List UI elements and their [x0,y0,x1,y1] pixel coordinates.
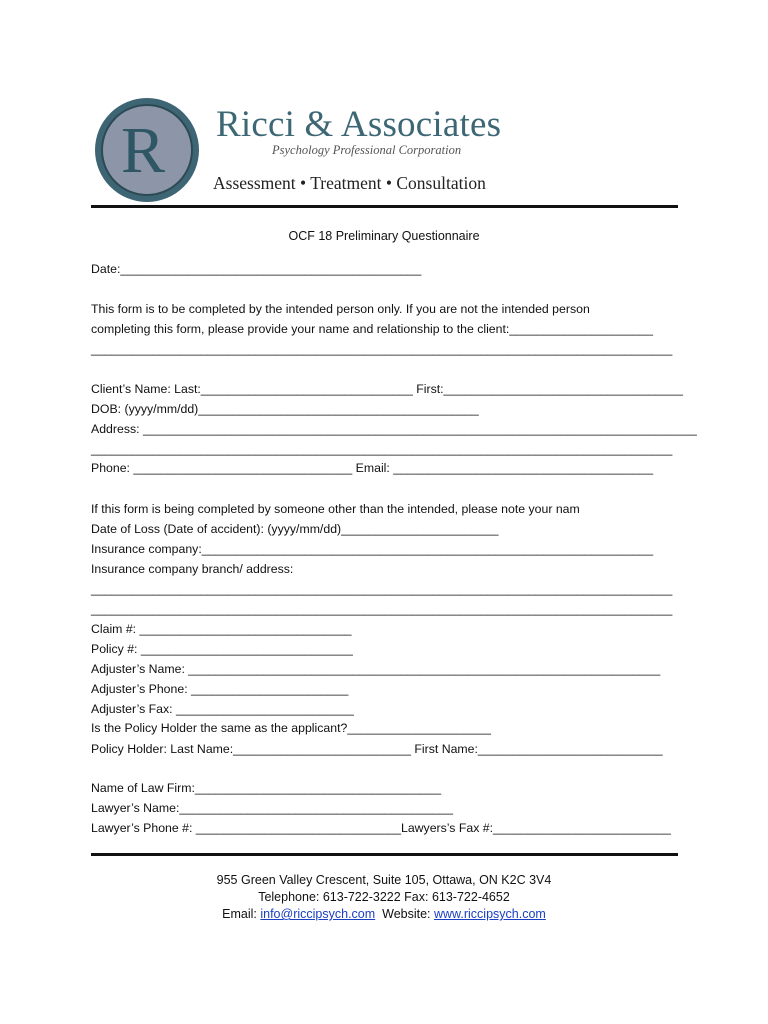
relationship-field-continued[interactable]: _____________________________________________________________________________________ [91,342,673,356]
footer-phones: Telephone: 613-722-3222 Fax: 613-722-4652 [258,890,510,904]
firm-tagline: Assessment • Treatment • Consultation [213,173,486,193]
law-firm-field[interactable]: Name of Law Firm:____________________________________ [91,781,442,795]
footer-contact [0,907,768,921]
firm-subtitle: Psychology Professional Corporation [272,143,462,157]
policy-holder-name-field[interactable]: Policy Holder: Last Name:__________________________ First Name:___________________________ [91,742,663,756]
insurance-branch-label: Insurance company branch/ address: [91,562,294,576]
address-field-continued[interactable]: _____________________________________________________________________________________ [91,442,673,456]
website-label: Website: [375,907,434,921]
phone-email-field[interactable]: Phone: ________________________________ Email: ______________________________________ [91,461,654,475]
date-of-loss-field[interactable]: Date of Loss (Date of accident): (yyyy/mm/dd)_______________________ [91,522,499,536]
adjuster-phone-field[interactable]: Adjuster’s Phone: _______________________ [91,682,349,696]
logo-letter: R [120,114,166,187]
instructions-line-1: This form is to be completed by the intended person only. If you are not the intended person [91,302,590,316]
email-label: Email: [222,907,261,921]
lawyer-phone-fax-field[interactable]: Lawyer’s Phone #: ______________________________Lawyers’s Fax #:__________________________ [91,821,671,835]
adjuster-name-field[interactable]: Adjuster’s Name: _____________________________________________________________________ [91,662,661,676]
firm-name: Ricci & Associates [216,104,502,145]
email-link[interactable]: info@riccipsych.com [260,907,376,921]
dob-field[interactable]: DOB: (yyyy/mm/dd)_________________________________________ [91,402,479,416]
adjuster-fax-field[interactable]: Adjuster’s Fax: __________________________ [91,702,354,716]
policy-number-field[interactable]: Policy #: _______________________________ [91,642,353,656]
other-person-note: If this form is being completed by someone other than the intended, please note your nam [91,502,580,516]
policy-holder-same-field[interactable]: Is the Policy Holder the same as the applicant?_____________________ [91,721,491,735]
insurance-branch-field-2[interactable]: _____________________________________________________________________________________ [91,602,673,616]
date-field[interactable]: Date:____________________________________________ [91,262,422,276]
lawyer-name-field[interactable]: Lawyer’s Name:________________________________________ [91,801,453,815]
address-field[interactable]: Address: _________________________________________________________________________________ [91,422,697,436]
footer-divider [91,853,678,856]
header-divider [91,205,678,208]
firm-logo [93,96,201,204]
relationship-field[interactable]: completing this form, please provide your name and relationship to the client:_____________________ [91,322,653,336]
insurance-branch-field-1[interactable]: _____________________________________________________________________________________ [91,582,673,596]
client-name-field[interactable]: Client’s Name: Last:_______________________________ First:___________________________________ [91,382,683,396]
footer-address: 955 Green Valley Crescent, Suite 105, Ottawa, ON K2C 3V4 [216,873,552,887]
insurance-company-field[interactable]: Insurance company:__________________________________________________________________ [91,542,654,556]
claim-number-field[interactable]: Claim #: _______________________________ [91,622,352,636]
form-title: OCF 18 Preliminary Questionnaire [288,229,480,243]
website-link[interactable]: www.riccipsych.com [434,907,546,921]
